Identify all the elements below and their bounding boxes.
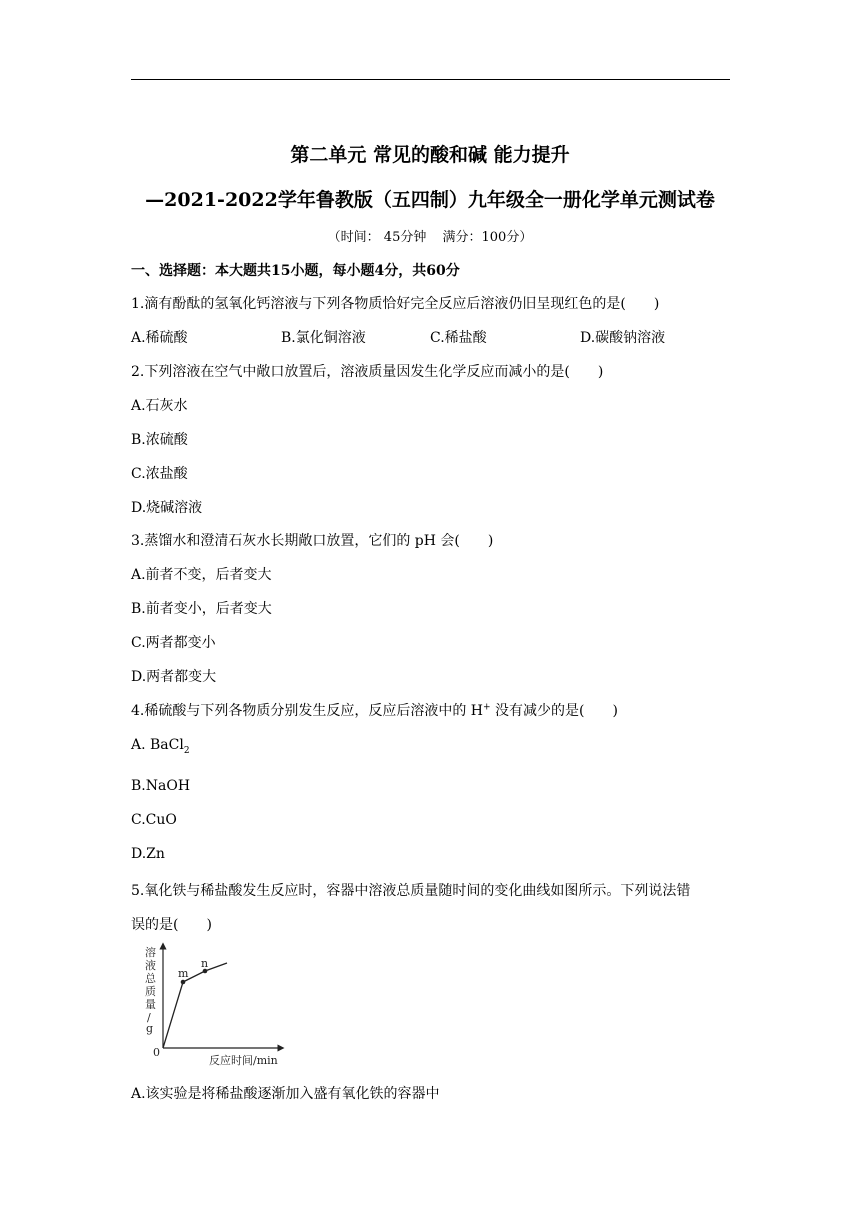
q4-stem-superscript: + — [483, 702, 491, 713]
page-title: 第二单元 常见的酸和碱 能力提升 — [290, 144, 570, 166]
x-axis-label: 反应时间/min — [209, 1054, 278, 1067]
q4-option-a-text: A. BaCl — [131, 737, 184, 753]
score-info: 满分：100分） — [442, 230, 533, 245]
q4-option-a — [131, 737, 190, 756]
q4-option-d: D.Zn — [131, 846, 165, 862]
q4-stem — [131, 700, 618, 720]
q1-option-b: B.氯化铜溶液 — [281, 330, 366, 346]
q2-option-c: C.浓盐酸 — [131, 466, 188, 482]
y-axis-label — [145, 945, 157, 1035]
page-subtitle: —2021-2022学年鲁教版（五四制）九年级全一册化学单元测试卷 — [145, 189, 715, 211]
q1-option-a: A.稀硫酸 — [131, 330, 188, 346]
ylabel-char-1: 溶 — [145, 946, 156, 959]
exam-info — [0, 226, 860, 245]
ylabel-char-6: / — [147, 1011, 151, 1024]
q2-stem: 2.下列溶液在空气中敞口放置后，溶液质量因发生化学反应而减小的是( ) — [131, 364, 604, 380]
q3-option-a: A.前者不变，后者变大 — [131, 567, 272, 583]
q2-option-a: A.石灰水 — [131, 398, 188, 414]
ylabel-char-5: 量 — [145, 998, 156, 1011]
point-m-label: m — [178, 967, 189, 980]
ylabel-char-7: g — [146, 1022, 154, 1035]
section-heading: 一、选择题：本大题共15小题，每小题4分，共60分 — [131, 263, 460, 279]
q1-option-c: C.稀盐酸 — [430, 330, 487, 346]
header-rule — [131, 79, 730, 80]
q3-option-b: B.前者变小，后者变大 — [131, 601, 272, 617]
q4-option-a-subscript: 2 — [183, 745, 190, 756]
q4-option-b: B.NaOH — [131, 778, 191, 794]
q4-stem-tail: 没有减少的是( ) — [490, 703, 618, 719]
q2-option-d: D.烧碱溶液 — [131, 500, 203, 516]
q2-option-b: B.浓硫酸 — [131, 432, 188, 448]
q3-option-c: C.两者都变小 — [131, 635, 216, 651]
q3-stem: 3.蒸馏水和澄清石灰水长期敞口放置，它们的 pH 会( ) — [131, 533, 494, 549]
q4-stem-text: 4.稀硫酸与下列各物质分别发生反应，反应后溶液中的 H — [131, 703, 484, 719]
ylabel-char-3: 总 — [145, 972, 156, 985]
point-n-label: n — [201, 957, 209, 970]
mass-time-chart — [131, 938, 291, 1068]
q1-option-d: D.碳酸钠溶液 — [580, 330, 666, 346]
time-info: （时间： 45分钟 — [327, 230, 427, 245]
mass-curve — [163, 963, 227, 1048]
ylabel-char-2: 液 — [145, 959, 156, 972]
origin-label: 0 — [153, 1046, 160, 1059]
q5-stem-line2: 误的是( ) — [131, 917, 212, 933]
q5-option-a: A.该实验是将稀盐酸逐渐加入盛有氧化铁的容器中 — [131, 1086, 440, 1102]
q3-option-d: D.两者都变大 — [131, 669, 217, 685]
q5-stem-line1: 5.氧化铁与稀盐酸发生反应时，容器中溶液总质量随时间的变化曲线如图所示。下列说法错 — [131, 883, 691, 899]
q1-stem: 1.滴有酚酞的氢氧化钙溶液与下列各物质恰好完全反应后溶液仍旧呈现红色的是( ) — [131, 296, 660, 312]
point-m — [181, 980, 186, 985]
ylabel-char-4: 质 — [145, 985, 156, 998]
q4-option-c: C.CuO — [131, 812, 177, 828]
